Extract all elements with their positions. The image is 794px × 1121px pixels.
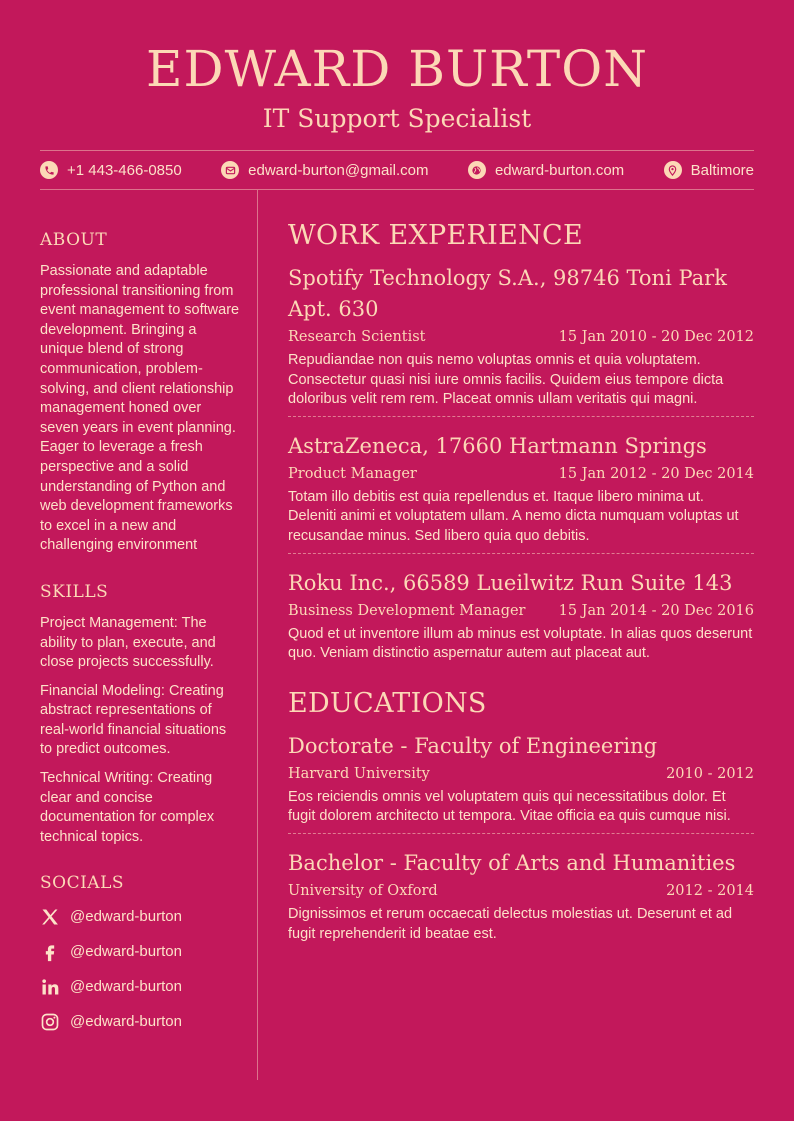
education-school: Harvard University — [288, 765, 430, 782]
education-entry — [288, 731, 754, 834]
phone-text[interactable]: +1 443-466-0850 — [67, 161, 182, 179]
work-meta — [288, 603, 754, 619]
contact-website — [468, 161, 624, 179]
work-company: Spotify Technology S.A., 98746 Toni Park Apt. 630 — [288, 266, 727, 321]
work-heading: WORK EXPERIENCE — [288, 220, 583, 251]
work-section — [288, 220, 754, 664]
column-divider — [257, 190, 258, 1080]
about-section — [40, 230, 240, 556]
entry-separator — [288, 553, 754, 554]
mail-icon — [221, 161, 239, 179]
social-handle: @edward-burton — [70, 978, 182, 996]
social-handle: @edward-burton — [70, 943, 182, 961]
education-section — [288, 688, 754, 944]
education-dates: 2012 - 2014 — [666, 882, 754, 899]
location-pin-icon — [664, 161, 682, 179]
work-role: Business Development Manager — [288, 602, 526, 619]
sidebar — [40, 190, 240, 1039]
work-role: Product Manager — [288, 465, 417, 482]
entry-separator — [288, 416, 754, 417]
contact-email — [221, 161, 428, 179]
education-description: Dignissimos et rerum occaecati delectus molestias ut. Deserunt et ad fugit reprehenderit id beatae est. — [288, 905, 733, 942]
contact-location — [664, 161, 754, 179]
work-dates: 15 Jan 2014 - 20 Dec 2016 — [558, 602, 754, 619]
linkedin-icon — [40, 977, 60, 997]
work-meta — [288, 466, 754, 482]
skills-section — [40, 582, 240, 848]
contact-phone — [40, 161, 182, 179]
skill-item: Project Management: The ability to plan, execute, and close projects successfully. — [40, 614, 216, 671]
about-heading: ABOUT — [40, 230, 108, 250]
work-company: AstraZeneca, 17660 Hartmann Springs — [288, 433, 707, 458]
education-meta — [288, 883, 754, 899]
education-entry — [288, 848, 754, 944]
facebook-icon — [40, 942, 60, 962]
work-meta — [288, 329, 754, 345]
work-description: Repudiandae non quis nemo voluptas omnis et quia voluptatem. Consectetur quasi nisi iure omnis facilis. Quidem eius tempore dicta doloribus velit rem rem. Placeat omnis ullam veritatis qui magni. — [288, 352, 724, 408]
contact-bar — [40, 150, 754, 190]
work-entry — [288, 431, 754, 554]
social-handle: @edward-burton — [70, 908, 182, 926]
socials-heading: SOCIALS — [40, 873, 125, 894]
socials-section — [40, 873, 240, 1039]
entry-separator — [288, 833, 754, 834]
website-text[interactable]: edward-burton.com — [494, 161, 625, 179]
person-name: EDWARD BURTON — [146, 40, 648, 98]
main-content — [288, 190, 754, 944]
work-entry — [288, 263, 754, 417]
education-meta — [288, 766, 754, 782]
social-instagram[interactable] — [40, 1004, 240, 1039]
skill-item: Financial Modeling: Creating abstract representations of real-world financial situations to predict outcomes. — [40, 682, 227, 758]
skill-item: Technical Writing: Creating clear and concise documentation for complex technical topics. — [40, 770, 215, 845]
instagram-icon — [40, 1012, 60, 1032]
email-text[interactable]: edward-burton@gmail.com — [248, 161, 429, 179]
work-description: Quod et ut inventore illum ab minus est voluptate. In alias quos deserunt quo. Veniam distinctio aspernatur autem aut placeat aut. — [288, 625, 753, 662]
work-description: Totam illo debitis est quia repellendus et. Itaque libero minima ut. Deleniti animi et voluptatem ullam. A nemo dicta numquam voluptas ut recusandae minus. Sed libero quia quo debitis. — [288, 488, 739, 544]
work-company: Roku Inc., 66589 Lueilwitz Run Suite 143 — [288, 570, 733, 595]
education-heading: EDUCATIONS — [288, 687, 487, 719]
education-dates: 2010 - 2012 — [666, 765, 754, 782]
globe-icon — [468, 161, 486, 179]
social-x[interactable] — [40, 899, 240, 934]
location-text: Baltimore — [690, 161, 754, 179]
x-icon — [40, 907, 60, 927]
skills-heading: SKILLS — [40, 581, 109, 602]
work-entry — [288, 568, 754, 664]
social-facebook[interactable] — [40, 934, 240, 969]
social-linkedin[interactable] — [40, 969, 240, 1004]
work-role: Research Scientist — [288, 329, 426, 345]
job-title: IT Support Specialist — [262, 104, 532, 133]
phone-icon — [40, 161, 58, 179]
work-dates: 15 Jan 2010 - 20 Dec 2012 — [558, 329, 754, 345]
education-description: Eos reiciendis omnis vel voluptatem quis qui necessitatibus dolor. Et fugit dolorem architecto ut tempora. Vitae officia ea quis cumque nisi. — [288, 788, 731, 825]
education-degree: Bachelor - Faculty of Arts and Humanities — [288, 850, 736, 875]
work-dates: 15 Jan 2012 - 20 Dec 2014 — [558, 465, 754, 482]
about-text: Passionate and adaptable professional transitioning from event management to software development. Bringing a unique blend of strong communication, problem-solving, and client relationship management honed over seven years in event planning. Eager to leverage a fresh perspective and a solid understanding of Python and web development frameworks to excel in a new and challenging environment — [40, 263, 240, 554]
education-school: University of Oxford — [288, 882, 438, 899]
education-degree: Doctorate - Faculty of Engineering — [288, 733, 658, 758]
social-handle: @edward-burton — [70, 1013, 182, 1031]
